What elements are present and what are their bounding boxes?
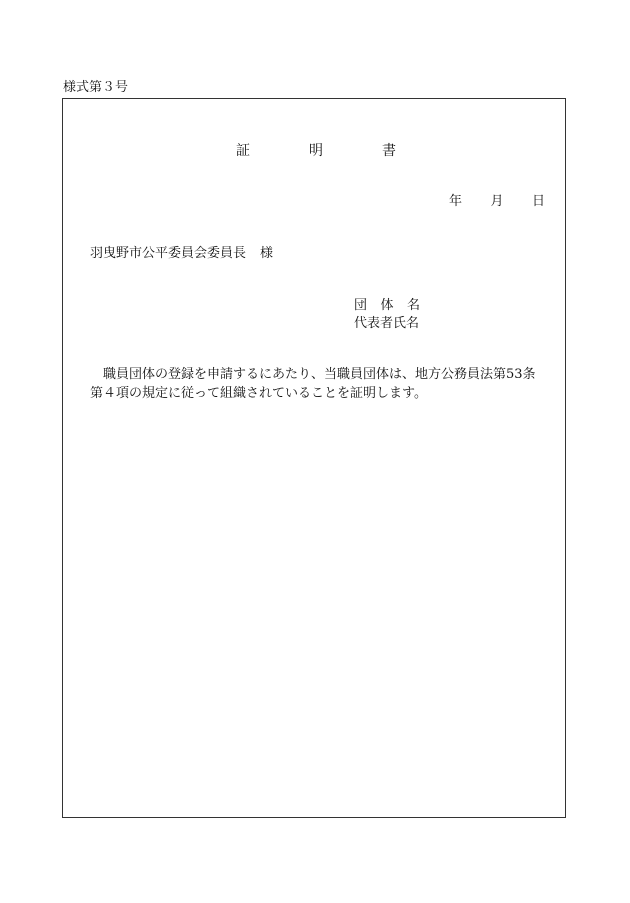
addressee — [90, 246, 273, 262]
document-title — [236, 143, 396, 159]
certification-body — [90, 365, 550, 403]
date-day: 日 — [531, 194, 545, 209]
representative-name-label: 代表者氏名 — [354, 316, 420, 331]
org-name-char-2: 体 — [380, 298, 394, 313]
form-number: 様式第３号 — [63, 80, 129, 95]
addressee-name: 羽曳野市公平委員会委員長 — [90, 246, 247, 261]
org-name-char-3: 名 — [406, 298, 420, 313]
organization-name-label — [354, 298, 420, 314]
body-line-1: 職員団体の登録を申請するにあたり、当職員団体は、地方公務員法第53条 — [103, 367, 536, 382]
body-line-2: 第４項の規定に従って組織されていることを証明します。 — [90, 386, 427, 401]
title-char-2: 明 — [309, 143, 323, 159]
org-name-char-1: 団 — [354, 298, 368, 313]
addressee-honorific: 様 — [260, 246, 274, 261]
title-char-1: 証 — [236, 143, 250, 159]
date-year: 年 — [449, 194, 463, 209]
date-line — [449, 194, 545, 210]
title-char-3: 書 — [382, 143, 396, 159]
date-month: 月 — [490, 194, 504, 209]
